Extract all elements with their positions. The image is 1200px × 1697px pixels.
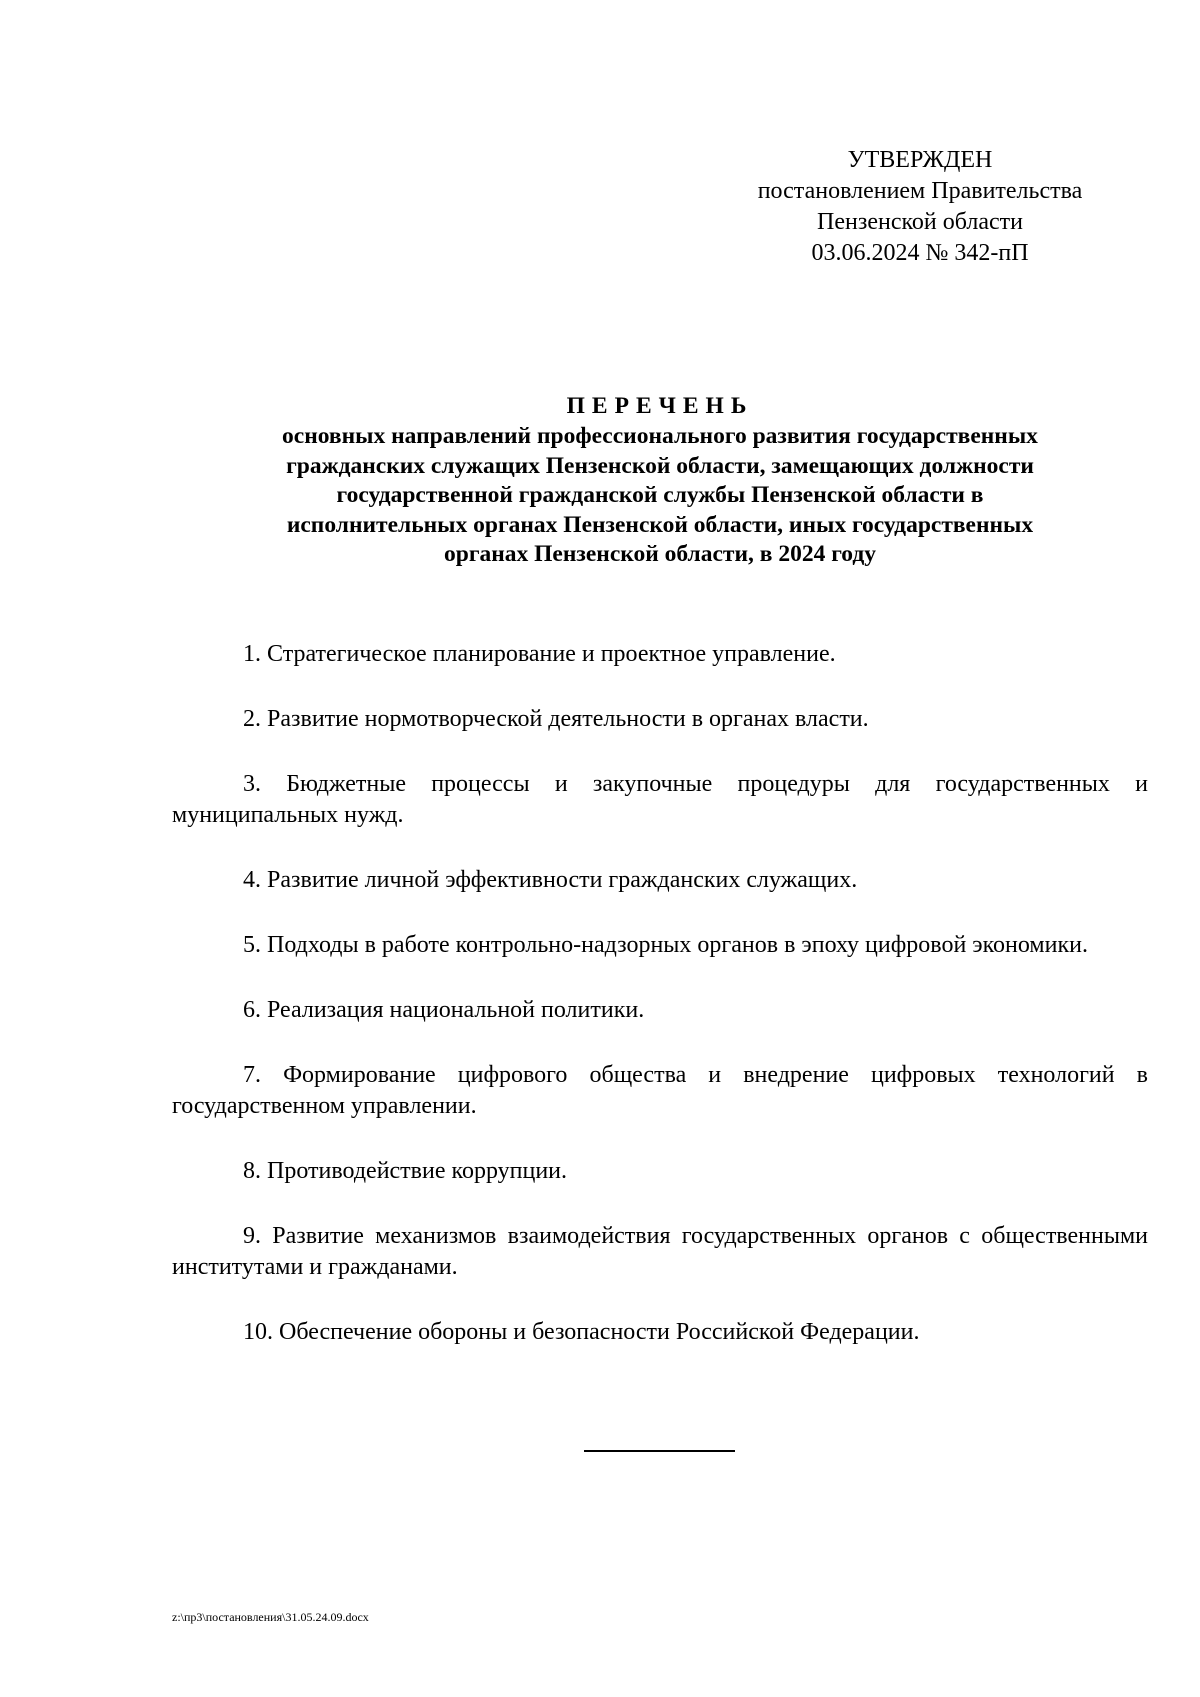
approval-region: Пензенской области: [817, 209, 1023, 235]
list-item: 5. Подходы в работе контрольно-надзорных органов в эпоху цифровой экономики.: [243, 932, 1088, 958]
document-subtitle-line: государственной гражданской службы Пензенской области в: [336, 482, 984, 508]
list-item: 2. Развитие нормотворческой деятельности в органах власти.: [243, 706, 869, 732]
list-item: 3. Бюджетные процессы и закупочные процедуры для государственных и муниципальных нужд.: [172, 771, 1148, 828]
approval-date-number: 03.06.2024 № 342-пП: [811, 240, 1029, 266]
footer-file-path: z:\пр3\постановления\31.05.24.09.docx: [172, 1610, 369, 1624]
directions-list: [172, 639, 1148, 1382]
approval-stamp: [700, 145, 1140, 269]
list-item: 9. Развитие механизмов взаимодействия государственных органов с общественными институтами и гражданами.: [172, 1223, 1148, 1280]
document-subtitle-line: органах Пензенской области, в 2024 году: [444, 541, 876, 567]
document-subtitle-line: основных направлений профессионального развития государственных: [282, 423, 1038, 449]
approval-status: УТВЕРЖДЕН: [847, 147, 993, 173]
document-title: [170, 391, 1150, 570]
list-item: 8. Противодействие коррупции.: [243, 1158, 567, 1184]
list-item: 1. Стратегическое планирование и проектное управление.: [243, 641, 836, 667]
document-heading: ПЕРЕЧЕНЬ: [566, 393, 754, 419]
document-subtitle-line: исполнительных органах Пензенской области, иных государственных: [286, 511, 1034, 538]
list-item: 10. Обеспечение обороны и безопасности Российской Федерации.: [243, 1319, 920, 1345]
list-item: 4. Развитие личной эффективности гражданских служащих.: [243, 867, 858, 893]
approval-authority: постановлением Правительства: [757, 178, 1083, 204]
end-separator-line: [584, 1450, 735, 1452]
list-item: 6. Реализация национальной политики.: [243, 997, 645, 1023]
document-subtitle-line: гражданских служащих Пензенской области, замещающих должности: [286, 452, 1034, 479]
list-item: 7. Формирование цифрового общества и внедрение цифровых технологий в государственном управлении.: [172, 1062, 1148, 1119]
